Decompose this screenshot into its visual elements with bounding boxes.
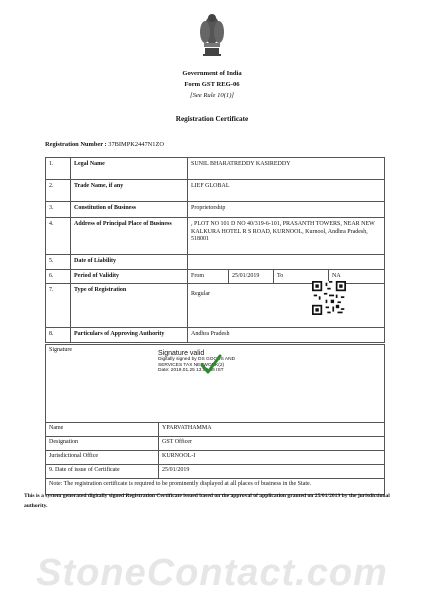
form-title: Form GST REG-06: [184, 81, 240, 88]
row-label: Legal Name: [71, 158, 188, 180]
row-value: , PLOT NO 101 D NO 40/319-6-101, PRASANTH TOWERS, NEAR NEW KALKURA HOTEL R S ROAD, KURNOOL, Kurnool, Andhra Pradesh, 518001: [188, 218, 385, 255]
row-label: Date of Liability: [71, 255, 188, 270]
row-number: 3.: [46, 202, 71, 218]
validity-from-label: From: [188, 269, 229, 284]
row-label: Type of Registration: [71, 284, 188, 328]
certificate-title: Registration Certificate: [175, 115, 249, 123]
row-value: SUNIL BHARATREDDY KASIREDDY: [188, 158, 385, 180]
officer-label: Designation: [46, 437, 159, 451]
rule-reference: [See Rule 10(1)]: [190, 92, 234, 99]
watermark-text: StoneContact.com: [36, 552, 388, 594]
officer-value: KURNOOL-I: [159, 451, 385, 465]
row-value: Regular: [191, 291, 210, 297]
display-note: Note: The registration certificate is required to be prominently displayed at all places of business in the State.: [46, 479, 385, 495]
signature-valid-text: Signature valid: [158, 350, 205, 357]
registration-details-table: [45, 157, 385, 343]
row-value: Proprietorship: [188, 202, 385, 218]
row-value-with-qr: [188, 284, 385, 328]
row-number: 7.: [46, 284, 71, 328]
row-number: 8.: [46, 328, 71, 343]
table-row: [46, 218, 385, 255]
table-row: [46, 255, 385, 270]
state-emblem-icon: [196, 10, 228, 58]
row-value: LIEF GLOBAL: [188, 180, 385, 202]
table-row: [46, 180, 385, 202]
officer-value: YPARVATHAMMA: [159, 423, 385, 437]
row-label: Address of Principal Place of Business: [71, 218, 188, 255]
row-label: Trade Name, if any: [71, 180, 188, 202]
officer-value: 25/01/2019: [159, 465, 385, 479]
row-number: 6.: [46, 269, 71, 284]
table-row: [46, 437, 385, 451]
government-title: Government of India: [182, 70, 242, 77]
row-number: 5.: [46, 255, 71, 270]
table-row: [46, 328, 385, 343]
row-number: 2.: [46, 180, 71, 202]
registration-value: 37BIMPK2447N1ZO: [108, 141, 165, 148]
row-number: 1.: [46, 158, 71, 180]
table-row: [46, 158, 385, 180]
row-label: Constitution of Business: [71, 202, 188, 218]
table-row: [46, 202, 385, 218]
row-label: Period of Validity: [71, 269, 188, 284]
registration-number: [45, 141, 164, 148]
table-row: [46, 284, 385, 328]
table-row: [46, 465, 385, 479]
validity-to-label: To: [274, 269, 329, 284]
checkmark-icon: [200, 354, 222, 376]
officer-label: Name: [46, 423, 159, 437]
table-row: [46, 451, 385, 465]
row-value: [188, 255, 385, 270]
signature-details-line: Digitally signed by DS GOODS AND: [158, 357, 236, 362]
validity-from-value: 25/01/2019: [229, 269, 274, 284]
officer-value: GST Officer: [159, 437, 385, 451]
signature-date: Date: 2019.01.25 13:00:36 IST: [158, 368, 224, 374]
digital-signature: [158, 350, 268, 374]
signature-label: Signature: [46, 345, 385, 423]
table-row: [46, 423, 385, 437]
row-label: Particulars of Approving Authority: [71, 328, 188, 343]
signature-details-line: SERVICES TAX NETWORK(2): [158, 362, 225, 368]
registration-label: Registration Number :: [45, 141, 107, 148]
row-number: 4.: [46, 218, 71, 255]
officer-label: Jurisdictional Office: [46, 451, 159, 465]
row-value: Andhra Pradesh: [188, 328, 385, 343]
validity-to-value: NA: [329, 269, 385, 284]
qr-code-icon: [312, 281, 346, 315]
officer-label: 9. Date of issue of Certificate: [46, 465, 159, 479]
system-generated-note: This is a system generated digitally signed Registration Certificate issued based on the approval of application granted on 25/01/2019 by the jurisdictional authority.: [24, 493, 390, 509]
